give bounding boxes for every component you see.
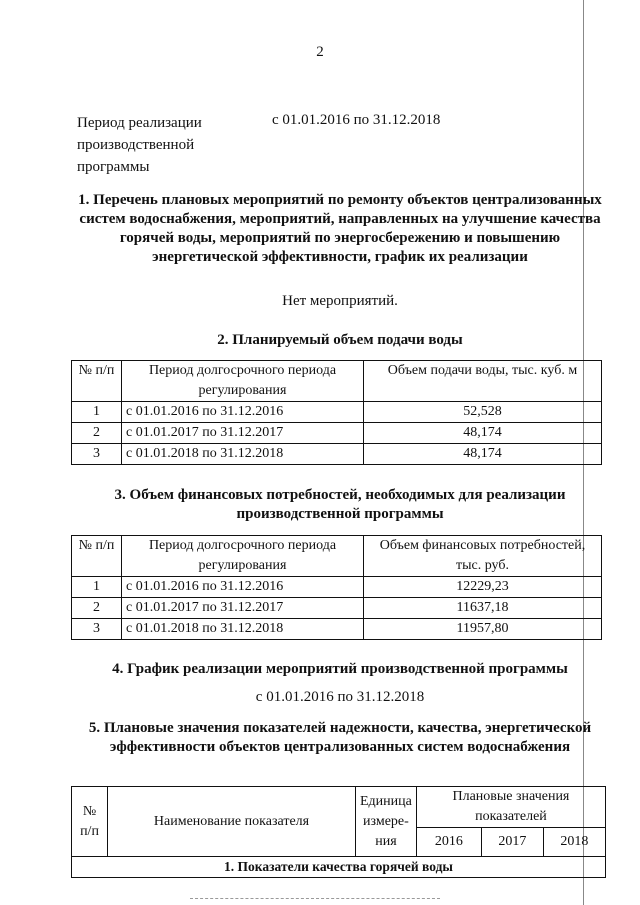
header-name: Наименование показателя <box>108 787 356 857</box>
row-value: 52,528 <box>364 402 602 423</box>
table-row <box>72 619 602 640</box>
row-period: с 01.01.2016 по 31.12.2016 <box>122 577 364 598</box>
row-num: 3 <box>72 619 122 640</box>
financial-needs-table <box>71 535 602 640</box>
table-row <box>72 423 602 444</box>
header-period: Период долгосрочного периода регулирования <box>122 536 364 577</box>
period-value: с 01.01.2016 по 31.12.2018 <box>272 112 441 128</box>
row-value: 11957,80 <box>364 619 602 640</box>
table-row <box>72 444 602 465</box>
section1-note: Нет мероприятий. <box>282 293 398 309</box>
header-value: Объем финансовых потребностей, тыс. руб. <box>364 536 602 577</box>
table-row <box>72 598 602 619</box>
table-header-row <box>72 536 602 577</box>
section1-title: 1. Перечень плановых мероприятий по ремонту объектов централизованных систем водоснабжения, мероприятий, направленных на улучшение качества горячей воды, мероприятий по энергосбережению и повышению энергетической эффективности, график их реализации <box>78 192 602 265</box>
row-period: с 01.01.2018 по 31.12.2018 <box>122 619 364 640</box>
subheader-hot-water-quality: 1. Показатели качества горячей воды <box>72 857 606 878</box>
header-num: № п/п <box>72 361 122 402</box>
row-num: 1 <box>72 402 122 423</box>
header-value: Объем подачи воды, тыс. куб. м <box>364 361 602 402</box>
table-row <box>72 402 602 423</box>
water-volume-table <box>71 360 602 465</box>
row-num: 2 <box>72 598 122 619</box>
period-label: Период реализации производственной программы <box>77 115 202 175</box>
header-num: № п/п <box>72 787 108 857</box>
row-value: 48,174 <box>364 423 602 444</box>
table-header-row <box>72 787 606 828</box>
row-period: с 01.01.2018 по 31.12.2018 <box>122 444 364 465</box>
table-subheader-row <box>72 857 606 878</box>
page-number: 2 <box>316 44 324 60</box>
indicators-table <box>71 786 606 878</box>
header-period: Период долгосрочного периода регулирования <box>122 361 364 402</box>
row-value: 48,174 <box>364 444 602 465</box>
section3-title: 3. Объем финансовых потребностей, необходимых для реализации производственной программы <box>114 487 566 522</box>
row-period: с 01.01.2017 по 31.12.2017 <box>122 598 364 619</box>
row-value: 11637,18 <box>364 598 602 619</box>
row-num: 2 <box>72 423 122 444</box>
header-year: 2017 <box>481 828 543 857</box>
section4-period: с 01.01.2016 по 31.12.2018 <box>255 689 425 705</box>
section2-title: 2. Планируемый объем подачи воды <box>217 332 463 348</box>
row-period: с 01.01.2017 по 31.12.2017 <box>122 423 364 444</box>
header-num: № п/п <box>72 536 122 577</box>
header-unit: Единица измере-ния <box>356 787 417 857</box>
section4-title: 4. График реализации мероприятий производственной программы <box>112 661 568 677</box>
row-num: 1 <box>72 577 122 598</box>
scan-footer-artifact <box>190 898 440 901</box>
row-num: 3 <box>72 444 122 465</box>
row-value: 12229,23 <box>364 577 602 598</box>
header-year: 2016 <box>416 828 481 857</box>
section5-title: 5. Плановые значения показателей надежности, качества, энергетической эффективности объектов централизованных систем водоснабжения <box>88 720 592 755</box>
table-row <box>72 577 602 598</box>
row-period: с 01.01.2016 по 31.12.2016 <box>122 402 364 423</box>
header-planned: Плановые значения показателей <box>416 787 605 828</box>
table-header-row <box>72 361 602 402</box>
header-year: 2018 <box>543 828 605 857</box>
